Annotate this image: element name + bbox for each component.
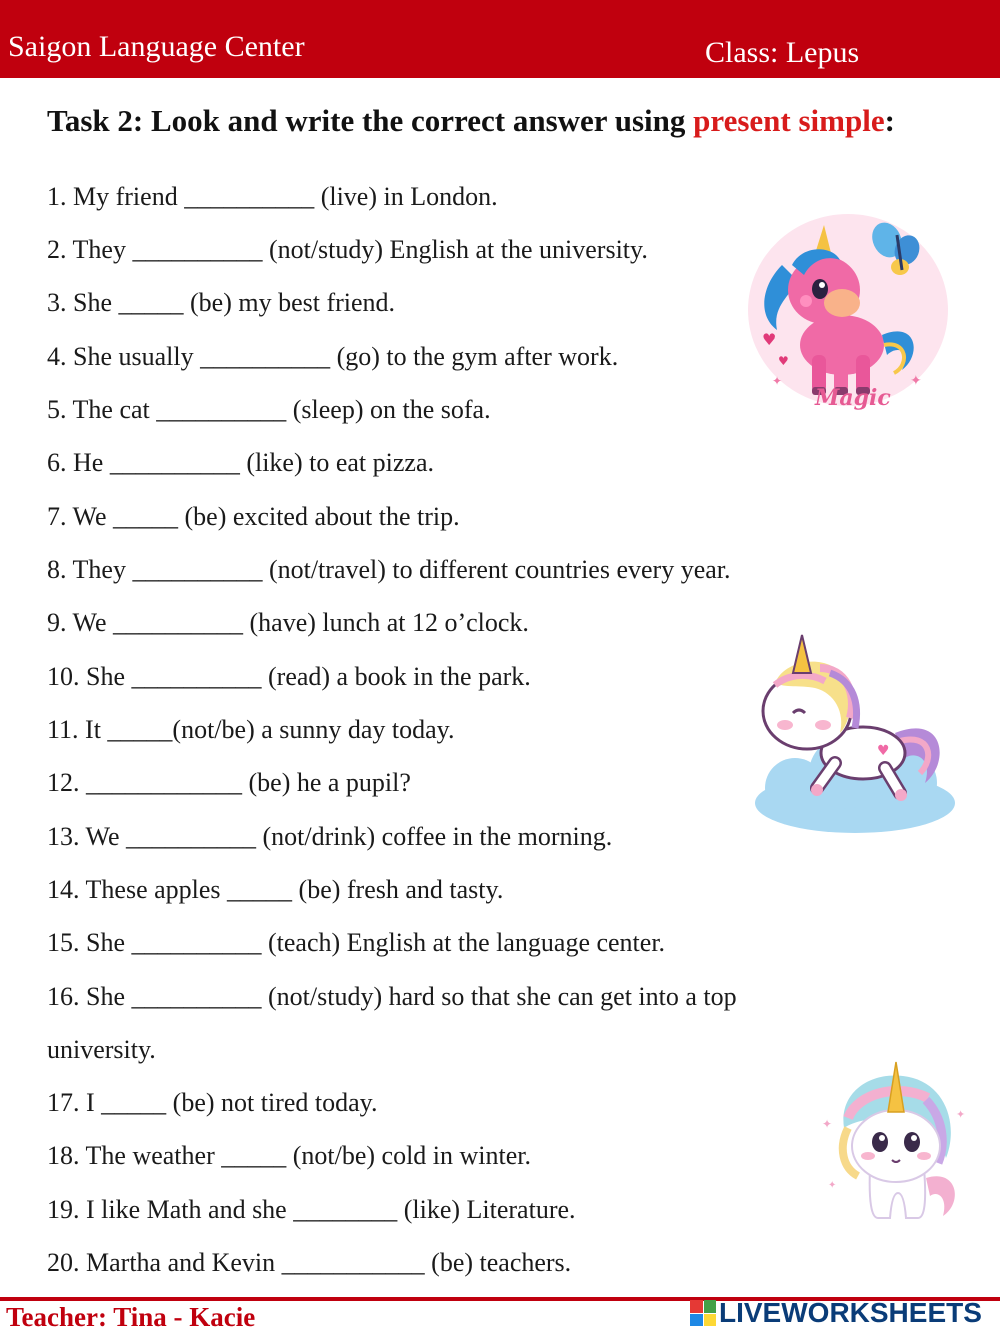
teacher-name: Teacher: Tina - Kacie — [6, 1302, 256, 1332]
exercise-line: 10. She __________ (read) a book in the park. — [47, 662, 531, 691]
liveworksheets-badge-icon — [690, 1300, 716, 1326]
cloud-unicorn-illustration — [745, 633, 963, 838]
heart-icon: ♥ — [778, 354, 789, 368]
heart-icon: ♥ — [877, 743, 890, 759]
exercise-line: 6. He __________ (like) to eat pizza. — [47, 448, 434, 477]
exercise-line: 3. She _____ (be) my best friend. — [47, 288, 396, 317]
exercise-line: 11. It _____(not/be) a sunny day today. — [47, 715, 455, 744]
exercise-line: 4. She usually __________ (go) to the gym after work. — [47, 342, 619, 371]
exercise-line: 13. We __________ (not/drink) coffee in the morning. — [47, 822, 613, 851]
class-label: Class: Lepus — [705, 36, 860, 69]
star-icon: ✦ — [910, 373, 922, 389]
star-icon: ✦ — [822, 1117, 833, 1131]
exercise-line: 14. These apples _____ (be) fresh and tasty. — [47, 875, 504, 904]
task-title-end: : — [884, 103, 895, 138]
liveworksheets-logo — [690, 1296, 982, 1330]
pink-unicorn-magic-illustration — [742, 205, 954, 420]
exercise-line: 8. They __________ (not/travel) to different countries every year. — [47, 555, 731, 584]
chibi-unicorn-illustration — [818, 1058, 976, 1228]
liveworksheets-wordmark: LIVEWORKSHEETS — [719, 1297, 982, 1328]
task-title-start: Task 2: Look and write the correct answer using — [47, 103, 694, 138]
exercise-line: 16. She __________ (not/study) hard so that she can get into a top — [47, 982, 737, 1011]
exercise-line: 2. They __________ (not/study) English at the university. — [47, 235, 648, 264]
heart-icon: ♥ — [762, 330, 777, 349]
exercise-line: 17. I _____ (be) not tired today. — [47, 1088, 378, 1117]
center-name: Saigon Language Center — [8, 30, 305, 63]
exercise-line: 5. The cat __________ (sleep) on the sofa. — [47, 395, 491, 424]
magic-label: Magic — [815, 385, 891, 411]
star-icon: ✦ — [956, 1108, 966, 1121]
exercise-line: 12. ____________ (be) he a pupil? — [47, 768, 411, 797]
star-icon: ✦ — [828, 1180, 837, 1191]
task-title-highlight: present simple — [693, 103, 885, 138]
task-title — [47, 102, 895, 140]
exercise-line: 20. Martha and Kevin ___________ (be) teachers. — [47, 1248, 572, 1277]
header-bar — [0, 0, 1000, 78]
exercise-line: 9. We __________ (have) lunch at 12 o’clock. — [47, 608, 529, 637]
star-icon: ✦ — [772, 374, 783, 388]
exercise-line: 18. The weather _____ (not/be) cold in winter. — [47, 1141, 532, 1170]
exercise-line: 19. I like Math and she ________ (like) Literature. — [47, 1195, 576, 1224]
exercise-line: 7. We _____ (be) excited about the trip. — [47, 502, 460, 531]
exercise-line: 15. She __________ (teach) English at the language center. — [47, 928, 666, 957]
exercise-line: 1. My friend __________ (live) in London. — [47, 182, 498, 211]
exercise-line: university. — [47, 1035, 156, 1064]
